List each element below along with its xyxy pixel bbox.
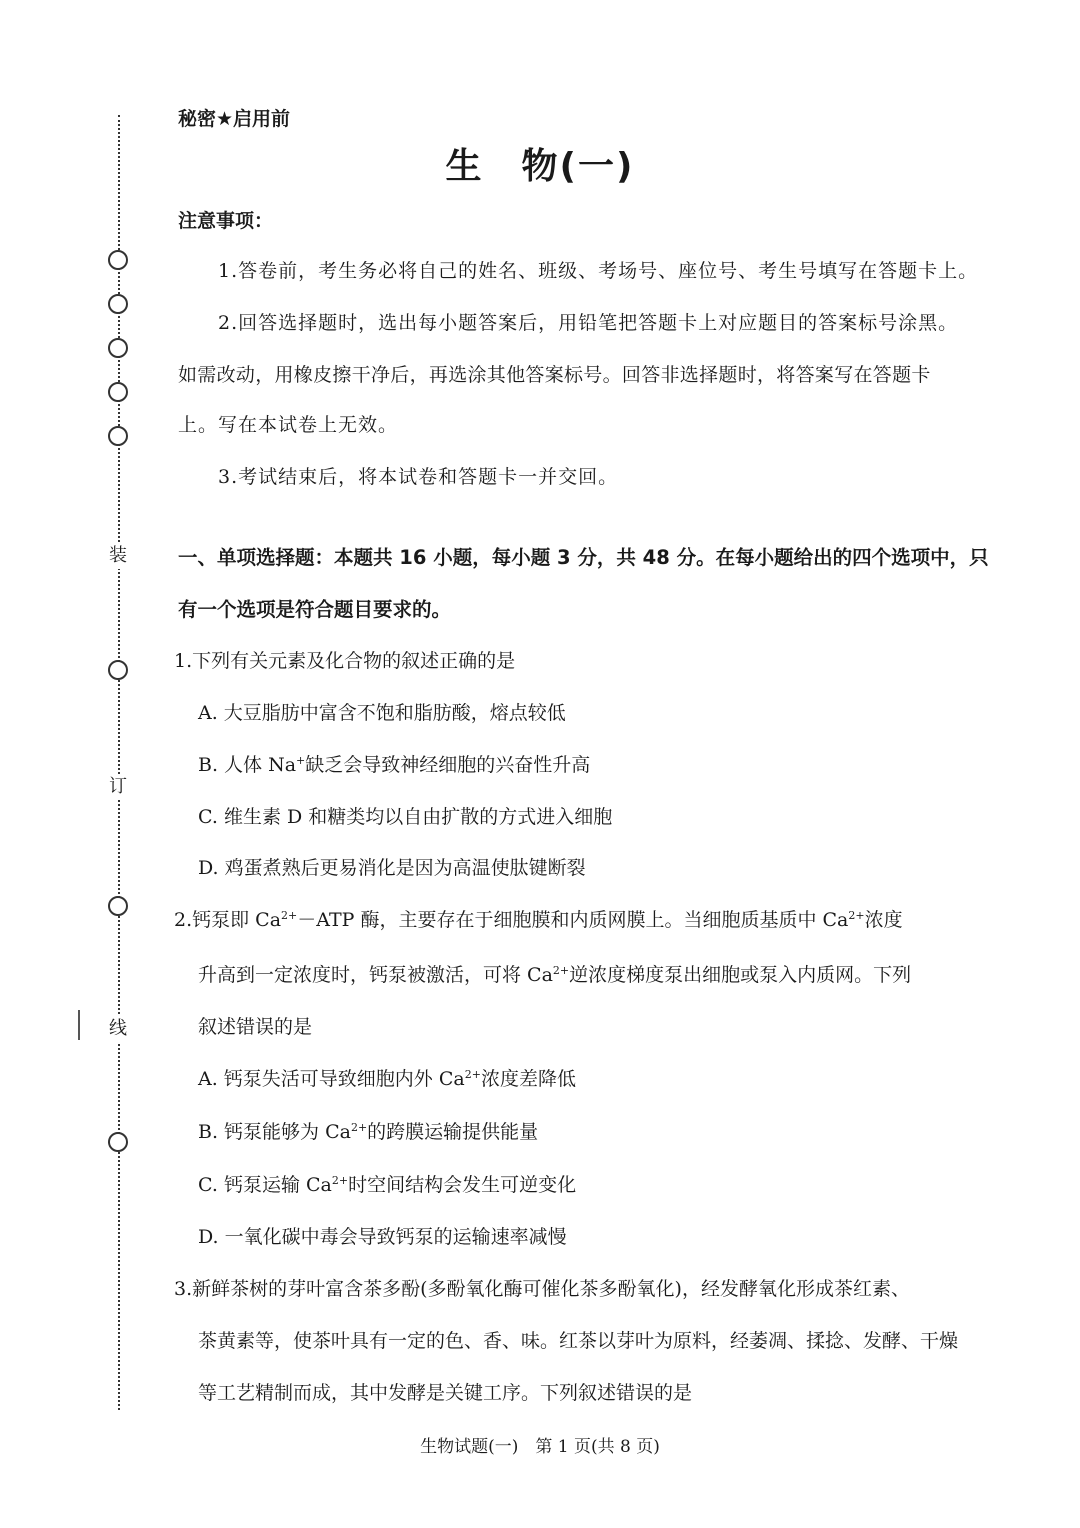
q1-option-c: C. 维生素 D 和糖类均以自由扩散的方式进入细胞 bbox=[198, 806, 613, 828]
binding-hole bbox=[108, 1132, 128, 1152]
notice-item-2-line3: 上。写在本试卷上无效。 bbox=[178, 414, 399, 436]
q2-option-a: A. 钙泵失活可导致细胞内外 $Ca^{2+}$浓度差降低 bbox=[198, 1068, 576, 1090]
secret-label: 秘密★启用前 bbox=[178, 108, 291, 130]
notice-item-2-line2: 如需改动，用橡皮擦干净后，再选涂其他答案标号。回答非选择题时，将答案写在答题卡 bbox=[178, 364, 931, 386]
notice-item-2-line1: 2.回答选择题时，选出每小题答案后，用铅笔把答题卡上对应题目的答案标号涂黑。 bbox=[218, 312, 959, 334]
binding-hole bbox=[108, 294, 128, 314]
notice-heading: 注意事项： bbox=[178, 210, 274, 232]
binding-char-xian: 线 bbox=[104, 1016, 132, 1042]
title-part2: 物(一) bbox=[521, 146, 635, 187]
notice-item-3: 3.考试结束后，将本试卷和答题卡一并交回。 bbox=[218, 466, 619, 488]
binding-char-ding: 订 bbox=[104, 774, 132, 800]
q2-stem-line3: 叙述错误的是 bbox=[198, 1016, 313, 1038]
title-part1: 生 bbox=[445, 146, 484, 187]
q3-stem-line3: 等工艺精制而成，其中发酵是关键工序。下列叙述错误的是 bbox=[198, 1382, 693, 1404]
q2-stem-line2: 升高到一定浓度时，钙泵被激活，可将 $Ca^{2+}$逆浓度梯度泵出细胞或泵入内质网。下列 bbox=[198, 964, 912, 986]
q1-stem: 1.下列有关元素及化合物的叙述正确的是 bbox=[174, 650, 516, 672]
binding-hole bbox=[108, 338, 128, 358]
q1-option-a: A. 大豆脂肪中富含不饱和脂肪酸，熔点较低 bbox=[198, 702, 566, 724]
q1-option-d: D. 鸡蛋煮熟后更易消化是因为高温使肽键断裂 bbox=[198, 857, 586, 879]
q1-option-b: B. 人体 Na+缺乏会导致神经细胞的兴奋性升高 bbox=[198, 754, 591, 776]
section-heading-line1: 一、单项选择题：本题共 16 小题，每小题 3 分，共 48 分。在每小题给出的四个选项中，只 bbox=[178, 546, 989, 569]
q2-option-d: D. 一氧化碳中毒会导致钙泵的运输速率减慢 bbox=[198, 1226, 567, 1248]
binding-hole bbox=[108, 250, 128, 270]
notice-item-1: 1.答卷前，考生务必将自己的姓名、班级、考场号、座位号、考生号填写在答题卡上。 bbox=[218, 260, 979, 282]
page-title bbox=[0, 138, 1080, 189]
binding-hole bbox=[108, 382, 128, 402]
q3-stem-line2: 茶黄素等，使茶叶具有一定的色、香、味。红茶以芽叶为原料，经萎凋、揉捻、发酵、干燥 bbox=[198, 1330, 959, 1352]
section-heading-line2: 有一个选项是符合题目要求的。 bbox=[178, 598, 452, 621]
margin-mark bbox=[78, 1010, 80, 1040]
q3-stem-line1: 3.新鲜茶树的芽叶富含茶多酚(多酚氧化酶可催化茶多酚氧化)，经发酵氧化形成茶红素、 bbox=[174, 1278, 910, 1300]
q2-stem-line1: 2.钙泵即 $Ca^{2+}-ATP$ 酶，主要存在于细胞膜和内质网膜上。当细胞质基质中 $Ca^{2+}$浓度 bbox=[174, 909, 903, 931]
binding-hole bbox=[108, 426, 128, 446]
binding-char-zhuang: 装 bbox=[104, 543, 132, 569]
q2-option-b: B. 钙泵能够为 $Ca^{2+}$的跨膜运输提供能量 bbox=[198, 1121, 539, 1143]
binding-hole bbox=[108, 896, 128, 916]
binding-hole bbox=[108, 660, 128, 680]
page-footer: 生物试题(一) 第 1 页(共 8 页) bbox=[420, 1437, 660, 1457]
q2-option-c: C. 钙泵运输 $Ca^{2+}$时空间结构会发生可逆变化 bbox=[198, 1174, 577, 1196]
